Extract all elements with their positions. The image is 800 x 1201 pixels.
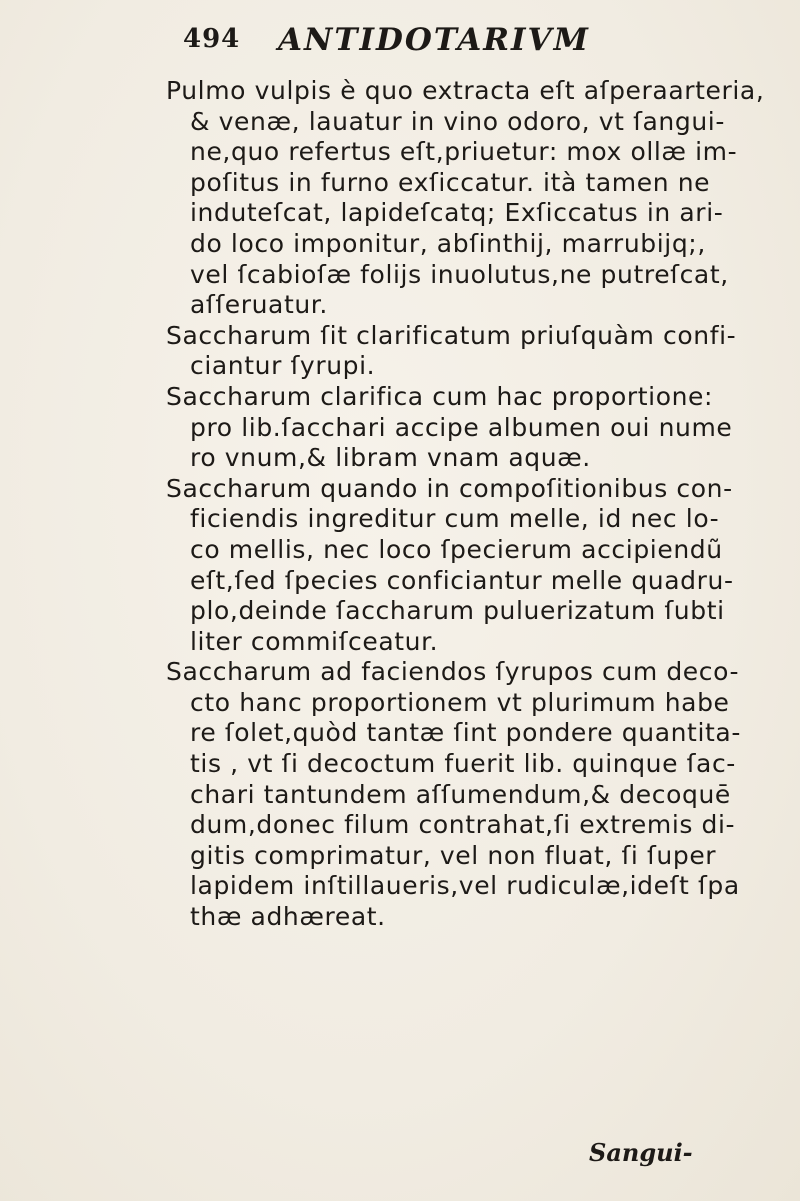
page-number: 494	[183, 24, 241, 54]
text-line: poſitus in furno exſiccatur. ità tamen ne	[190, 167, 711, 197]
text-line: dum,donec filum contrahat,ſi extremis di-	[190, 810, 736, 840]
text-line: Saccharum clarifica cum hac proportione:	[166, 381, 714, 411]
text-line: lapidem inſtillaueris,vel rudiculæ,ideſt ſpa	[190, 871, 740, 901]
text-line: re ſolet,quòd tantæ ſint pondere quantita-	[190, 718, 741, 748]
text-line: Saccharum quando in compoſitionibus con-	[166, 473, 733, 503]
page-header	[183, 22, 783, 70]
text-line: ficiendis ingreditur cum melle, id nec lo-	[190, 504, 720, 534]
text-line: chari tantundem aſſumendum,& decoquē	[190, 779, 731, 809]
text-line: induteſcat, lapideſcatq; Exſiccatus in ari-	[190, 198, 724, 228]
text-line: ciantur ſyrupi.	[190, 351, 376, 381]
text-line: Saccharum ſit clarificatum priuſquàm confi-	[166, 320, 737, 350]
text-line: thæ adhæreat.	[190, 902, 386, 932]
text-line: liter commiſceatur.	[190, 626, 439, 656]
text-line: do loco imponitur, abſinthij, marrubijq;,	[190, 228, 706, 258]
text-line: plo,deinde ſaccharum puluerizatum ſubti	[190, 596, 725, 626]
text-line: co mellis, nec loco ſpecierum accipiendũ	[190, 534, 723, 564]
text-line: cto hanc proportionem vt plurimum habe	[190, 687, 730, 717]
text-line: & venæ, lauatur in vino odoro, vt ſangui-	[190, 106, 725, 136]
text-line: tis , vt ſi decoctum fuerit lib. quinque ſac-	[190, 749, 736, 779]
running-title: ANTIDOTARIVM	[278, 22, 590, 58]
text-line: aſſeruatur.	[190, 290, 328, 320]
body-text	[166, 76, 796, 933]
text-line: Saccharum ad faciendos ſyrupos cum deco-	[166, 657, 740, 687]
text-line: Pulmo vulpis è quo extracta eſt aſperaarteria,	[166, 76, 765, 105]
text-line: eſt,ſed ſpecies conficiantur melle quadru-	[190, 565, 734, 595]
text-line: vel ſcabioſæ folijs inuolutus,ne putreſcat,	[190, 259, 729, 289]
catchword: Sangui-	[589, 1138, 693, 1167]
text-line: gitis comprimatur, vel non fluat, ſi ſuper	[190, 840, 717, 870]
text-line: pro lib.ſacchari accipe albumen oui nume	[190, 412, 733, 442]
text-line: ne,quo refertus eſt,priuetur: mox ollæ im-	[190, 137, 738, 167]
text-line: ro vnum,& libram vnam aquæ.	[190, 443, 591, 473]
